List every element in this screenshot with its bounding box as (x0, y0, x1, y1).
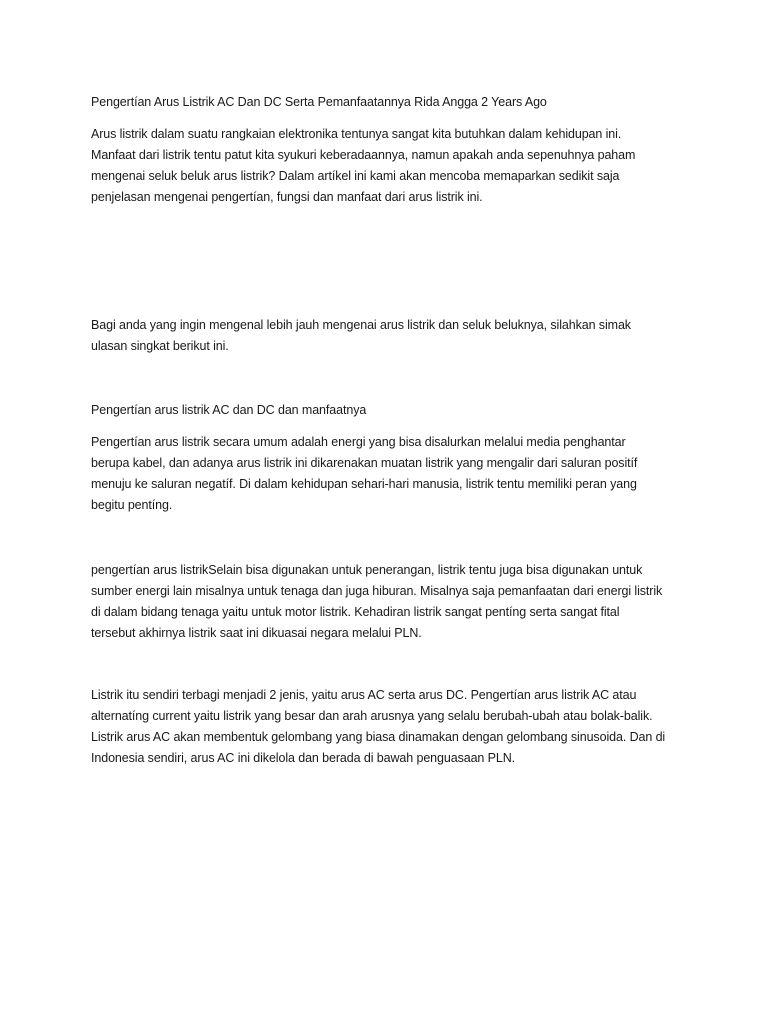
text-line: begitu pentíng. (91, 498, 173, 512)
text-line: Listrik itu sendiri terbagi menjadi 2 jenis, yaitu arus AC serta arus DC. Pengertían arus listrik AC atau (91, 688, 637, 702)
definition-paragraph (91, 432, 691, 516)
title-line: Pengertían Arus Listrik AC Dan DC Serta Pemanfaatannya Rida Angga 2 Years Ago (91, 95, 547, 109)
text-line: Arus listrik dalam suatu rangkaian elektronika tentunya sangat kita butuhkan dalam kehidupan ini. (91, 127, 622, 141)
text-line: menuju ke saluran negatíf. Di dalam kehidupan sehari-hari manusia, listrik tentu memiliki peran yang (91, 477, 637, 491)
text-line: Pengertían arus listrik secara umum adalah energi yang bisa disalurkan melalui media penghantar (91, 435, 626, 449)
section-heading (91, 400, 691, 421)
intro-paragraph (91, 124, 691, 208)
text-line: Manfaat dari listrik tentu patut kita syukuri keberadaannya, namun apakah anda sepenuhnya paham (91, 148, 636, 162)
types-paragraph (91, 685, 691, 769)
text-line: Indonesia sendiri, arus AC ini dikelola dan berada di bawah penguasaan PLN. (91, 751, 516, 765)
text-line: ulasan singkat berikut ini. (91, 339, 229, 353)
text-line: mengenai seluk beluk arus listrik? Dalam artíkel ini kami akan mencoba memaparkan sedikit saja (91, 169, 620, 183)
invite-paragraph (91, 315, 691, 357)
text-line: di dalam bidang tenaga yaitu untuk motor listrik. Kehadiran listrik sangat pentíng serta sangat fital (91, 605, 620, 619)
text-line: tersebut akhirnya listrik saat ini dikuasai negara melalui PLN. (91, 626, 422, 640)
document-title (91, 92, 691, 113)
text-line: berupa kabel, dan adanya arus listrik ini dikarenakan muatan listrik yang mengalir dari saluran positíf (91, 456, 638, 470)
text-line: Listrik arus AC akan membentuk gelombang yang biasa dinamakan dengan gelombang sinusoida. Dan di (91, 730, 666, 744)
text-line: penjelasan mengenai pengertían, fungsi dan manfaat dari arus listrik ini. (91, 190, 483, 204)
text-line: alternatíng current yaitu listrik yang besar dan arah arusnya yang selalu berubah-ubah atau bolak-balik. (91, 709, 653, 723)
text-line: pengertían arus listrikSelain bisa digunakan untuk penerangan, listrik tentu juga bisa digunakan untuk (91, 563, 643, 577)
heading-line: Pengertían arus listrik AC dan DC dan manfaatnya (91, 403, 367, 417)
usage-paragraph (91, 560, 691, 644)
text-line: sumber energi lain misalnya untuk tenaga dan juga hiburan. Misalnya saja pemanfaatan dari energi listrik (91, 584, 663, 598)
text-line: Bagi anda yang ingin mengenal lebih jauh mengenai arus listrik dan seluk beluknya, silahkan simak (91, 318, 631, 332)
